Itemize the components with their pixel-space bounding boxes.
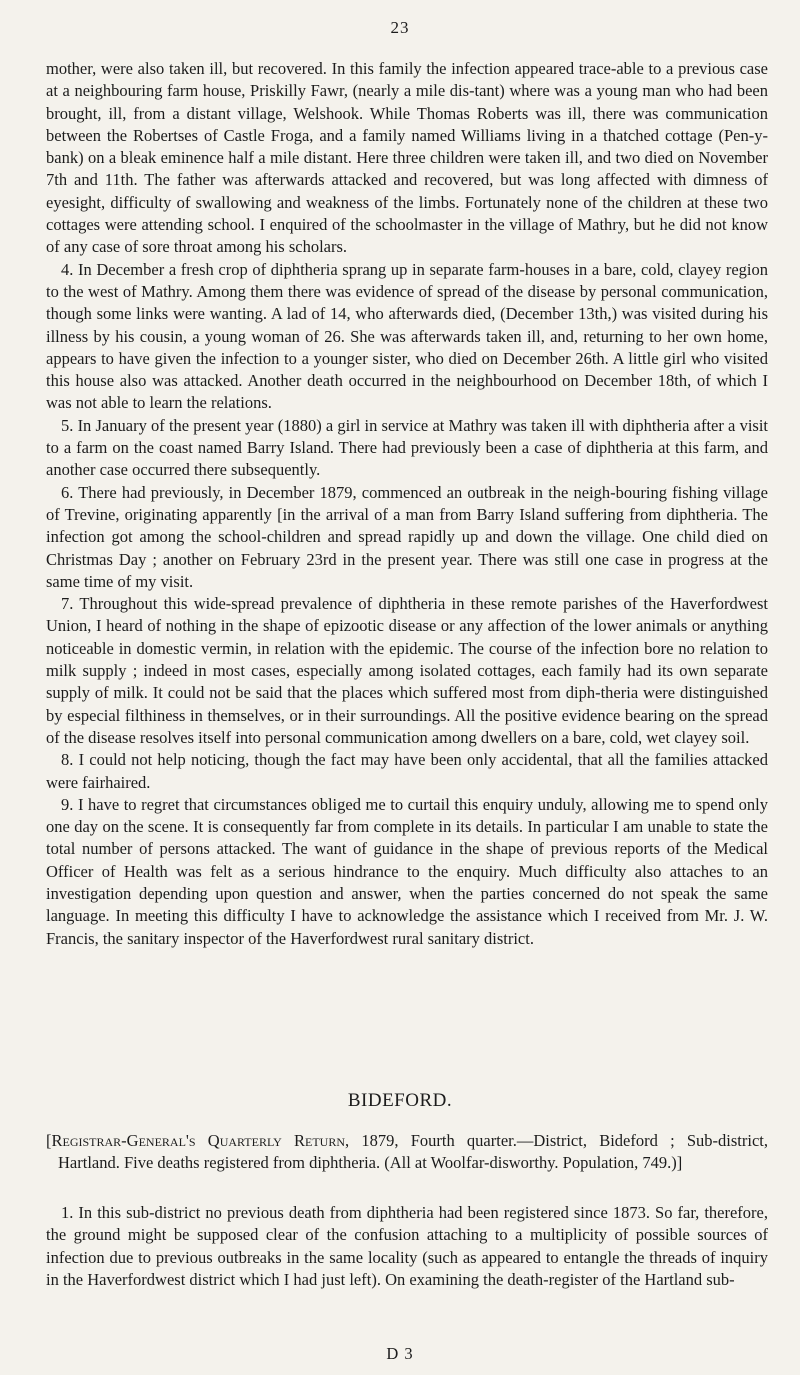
note-text: , 1879, Fourth quarter.—District, Bideford ; Sub-district, Hartland. Five deaths registered from diphtheria. (All at Woolfar-disworthy. Population, 749.)] (58, 1131, 768, 1172)
paragraph-5: 5. In January of the present year (1880) a girl in service at Mathry was taken ill with diphtheria after a visit to a farm on the coast named Barry Island. There had previously been a case of diphtheria at this farm, and another case occurred there subsequently. (46, 415, 768, 480)
section-body (46, 1202, 768, 1291)
paragraph-7: 7. Throughout this wide-spread prevalence of diphtheria in these remote parishes of the Haverfordwest Union, I heard of nothing in the shape of epizootic disease or any affection of the lower animals or anything noticeable in domestic vermin, in relation with the epidemic. The course of the infection bore no relation to milk supply ; indeed in most cases, especially among isolated cottages, each family had its own separate supply of milk. It could not be said that the places which suffered most from diph-theria were distinguished by especial filthiness in themselves, or in their surroundings. All the positive evidence bearing on the spread of the disease resolves itself into personal communication among dwellers on a bare, cold, wet clayey soil. (46, 594, 768, 747)
note-bracket: [ (46, 1131, 52, 1150)
paragraph-6: 6. There had previously, in December 1879, commenced an outbreak in the neigh-bouring fishing village of Trevine, originating apparently [in the arrival of a man from Barry Island suffering from diphtheria. The infection got among the school-children and spread rapidly up and down the village. One child died on Christmas Day ; another on February 23rd in the present year. There was still one case in progress at the same time of my visit. (46, 482, 768, 591)
section-heading: BIDEFORD. (347, 1090, 453, 1111)
page-number: 23 (390, 18, 410, 37)
signature-mark: D 3 (386, 1344, 414, 1363)
registrar-note (46, 1130, 768, 1174)
paragraph-4: 4. In December a fresh crop of diphtheria sprang up in separate farm-houses in a bare, cold, clayey region to the west of Mathry. Among them there was evidence of spread of the disease by personal communication, though some links were wanting. A lad of 14, who afterwards died, (December 13th,) was visited during his illness by his cousin, a young woman of 26. She was afterwards taken ill, and, returning to her own home, appears to have given the infection to a younger sister, who died on December 26th. A little girl who visited this house also was attacked. Another death occurred in the neighbourhood on December 18th, of which I was not able to learn the relations. (46, 259, 768, 413)
body-text (46, 58, 768, 950)
paragraph-continued: mother, were also taken ill, but recovered. In this family the infection appeared trace-able to a previous case at a neighbouring farm house, Priskilly Fawr, (nearly a mile dis-tant) where was a young man who had been brought, ill, from a distant village, Welshook. While Thomas Roberts was ill, there was communication between the Robertses of Castle Froga, and a family named Williams living in a thatched cottage (Pen-y-bank) on a bleak eminence half a mile distant. Here three children were taken ill, and two died on November 7th and 11th. The father was afterwards attacked and recovered, but was long affected with dimness of eyesight, difficulty of swallowing and weakness of the limbs. Fortunately none of the children at these two cottages were attending school. I enquired of the schoolmaster in the village of Mathry, but he did not know of any case of sore throat among his scholars. (46, 59, 768, 257)
paragraph-8: 8. I could not help noticing, though the fact may have been only accidental, that all the families attacked were fairhaired. (46, 750, 768, 792)
note-label: Registrar-General's Quarterly Return (51, 1131, 345, 1150)
paragraph-section-1: 1. In this sub-district no previous death from diphtheria had been registered since 1873. So far, therefore, the ground might be supposed clear of the confusion attaching to a multiplicity of possible sources of infection due to previous outbreaks in the same locality (such as appeared to entangle the threads of inquiry in the Haverfordwest district which I had just left). On examining the death-register of the Hartland sub- (46, 1203, 768, 1289)
paragraph-9: 9. I have to regret that circumstances obliged me to curtail this enquiry unduly, allowing me to spend only one day on the scene. It is consequently far from complete in its details. In particular I am unable to state the total number of persons attacked. The want of guidance in the shape of previous reports of the Medical Officer of Health was felt as a serious hindrance to the enquiry. Much difficulty also attaches to an investigation depending upon question and answer, when the parties concerned do not speak the same language. In meeting this difficulty I have to acknowledge the assistance which I received from Mr. J. W. Francis, the sanitary inspector of the Haverfordwest rural sanitary district. (46, 794, 768, 948)
section-note (46, 1130, 768, 1174)
